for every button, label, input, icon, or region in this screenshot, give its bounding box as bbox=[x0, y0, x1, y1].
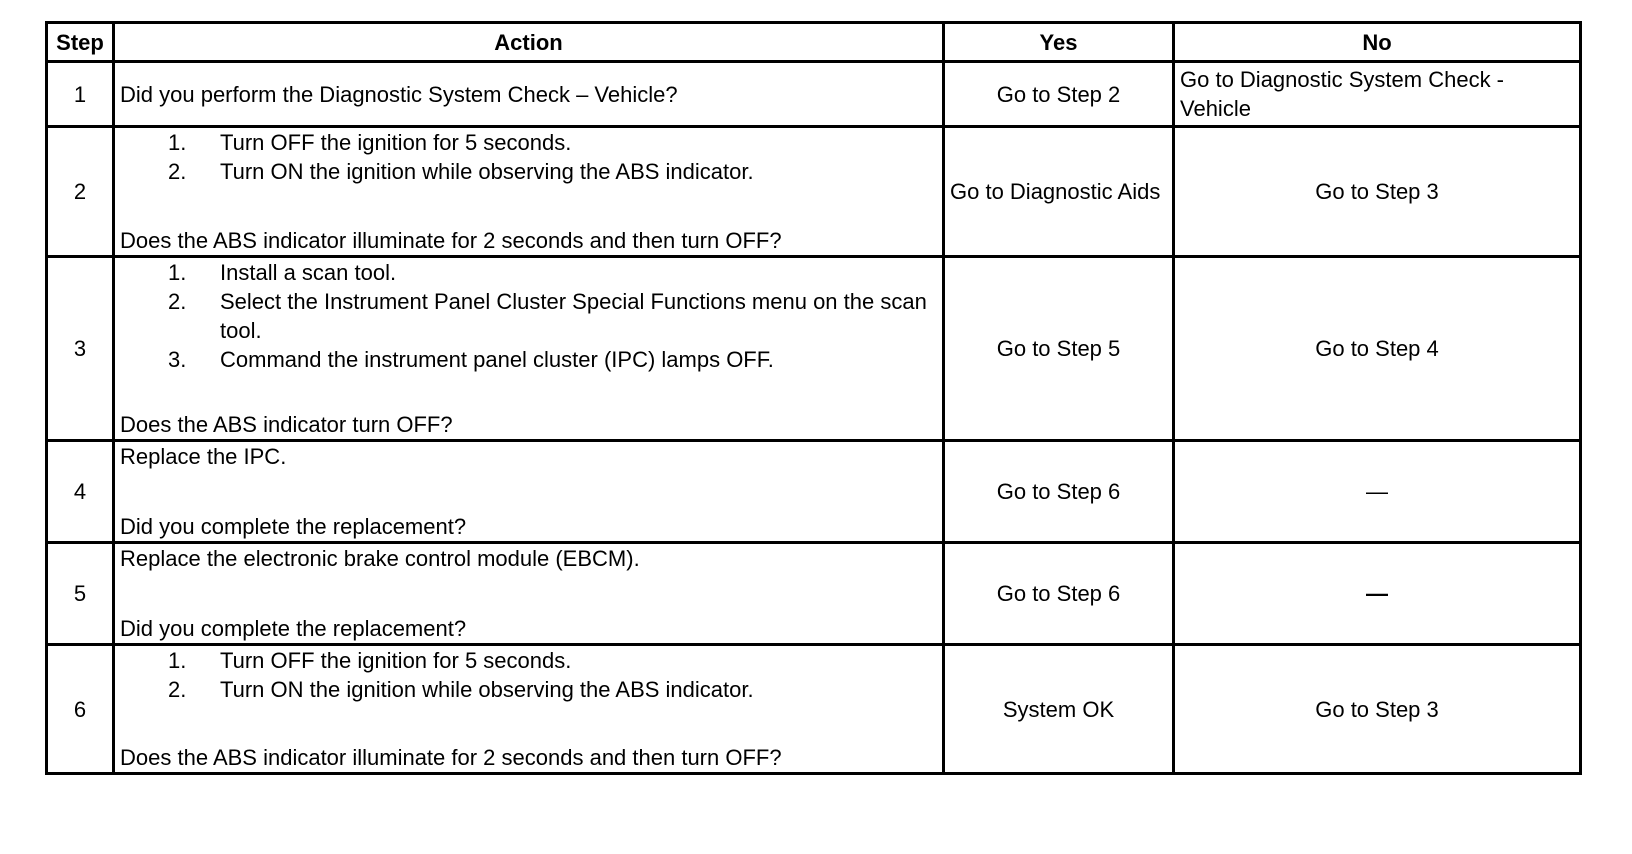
action-cell bbox=[114, 645, 944, 774]
list-number: 2. bbox=[168, 289, 187, 314]
action-cell bbox=[114, 127, 944, 257]
list-text: Turn ON the ignition while observing the ABS indicator. bbox=[220, 677, 754, 702]
table-row bbox=[47, 543, 1581, 645]
list-item bbox=[120, 646, 937, 675]
list-number: 3. bbox=[168, 347, 187, 372]
no-cell: Go to Diagnostic System Check - Vehicle bbox=[1174, 62, 1581, 127]
step-number: 6 bbox=[47, 645, 114, 774]
action-steps-list bbox=[120, 128, 937, 186]
list-text: Command the instrument panel cluster (IPC) lamps OFF. bbox=[220, 347, 774, 372]
action-question: Does the ABS indicator turn OFF? bbox=[120, 412, 453, 437]
action-cell bbox=[114, 543, 944, 645]
list-item bbox=[120, 345, 937, 374]
step-number: 1 bbox=[47, 62, 114, 127]
list-number: 1. bbox=[168, 130, 187, 155]
no-cell: Go to Step 3 bbox=[1174, 645, 1581, 774]
no-cell: — bbox=[1174, 441, 1581, 543]
action-steps-list bbox=[120, 646, 937, 704]
list-text: Install a scan tool. bbox=[220, 260, 397, 285]
action-cell bbox=[114, 257, 944, 441]
table-row bbox=[47, 441, 1581, 543]
header-no: No bbox=[1174, 23, 1581, 62]
header-action: Action bbox=[114, 23, 944, 62]
list-item bbox=[120, 128, 937, 157]
list-item bbox=[120, 675, 937, 704]
list-number: 1. bbox=[168, 260, 187, 285]
list-item bbox=[120, 157, 937, 186]
yes-cell: Go to Diagnostic Aids bbox=[944, 127, 1174, 257]
header-row bbox=[47, 23, 1581, 62]
header-step: Step bbox=[47, 23, 114, 62]
list-item bbox=[120, 287, 937, 345]
no-cell: Go to Step 3 bbox=[1174, 127, 1581, 257]
list-number: 1. bbox=[168, 648, 187, 673]
step-number: 5 bbox=[47, 543, 114, 645]
table-row bbox=[47, 645, 1581, 774]
header-yes: Yes bbox=[944, 23, 1174, 62]
list-text: Turn OFF the ignition for 5 seconds. bbox=[220, 648, 572, 673]
yes-cell: Go to Step 2 bbox=[944, 62, 1174, 127]
action-question: Did you complete the replacement? bbox=[120, 514, 467, 539]
yes-cell: Go to Step 6 bbox=[944, 543, 1174, 645]
action-text: Did you perform the Diagnostic System Check – Vehicle? bbox=[120, 81, 678, 107]
yes-cell: Go to Step 5 bbox=[944, 257, 1174, 441]
step-number: 3 bbox=[47, 257, 114, 441]
action-steps-list bbox=[120, 258, 937, 374]
table-row bbox=[47, 257, 1581, 441]
list-number: 2. bbox=[168, 677, 187, 702]
action-cell bbox=[114, 62, 944, 127]
no-cell: — bbox=[1174, 543, 1581, 645]
action-question: Did you complete the replacement? bbox=[120, 616, 467, 641]
table-row bbox=[47, 62, 1581, 127]
action-question: Does the ABS indicator illuminate for 2 seconds and then turn OFF? bbox=[120, 228, 782, 253]
diagnostic-table bbox=[45, 21, 1582, 775]
list-number: 2. bbox=[168, 159, 187, 184]
list-item bbox=[120, 258, 937, 287]
action-question: Does the ABS indicator illuminate for 2 seconds and then turn OFF? bbox=[120, 745, 782, 770]
yes-cell: Go to Step 6 bbox=[944, 441, 1174, 543]
no-cell: Go to Step 4 bbox=[1174, 257, 1581, 441]
list-text: Select the Instrument Panel Cluster Special Functions menu on the scan tool. bbox=[220, 289, 927, 343]
list-text: Turn OFF the ignition for 5 seconds. bbox=[220, 130, 572, 155]
table-row bbox=[47, 127, 1581, 257]
action-text: Replace the IPC. bbox=[120, 444, 287, 469]
list-text: Turn ON the ignition while observing the ABS indicator. bbox=[220, 159, 754, 184]
step-number: 2 bbox=[47, 127, 114, 257]
yes-cell: System OK bbox=[944, 645, 1174, 774]
action-text: Replace the electronic brake control module (EBCM). bbox=[120, 546, 640, 571]
action-cell bbox=[114, 441, 944, 543]
step-number: 4 bbox=[47, 441, 114, 543]
